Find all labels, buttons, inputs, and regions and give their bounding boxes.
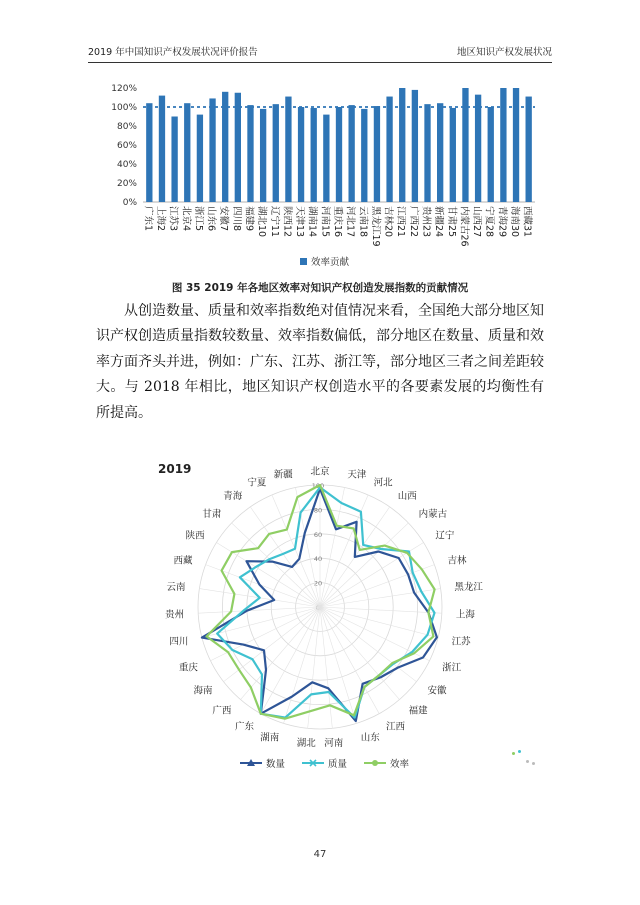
bar xyxy=(235,93,241,202)
bar xyxy=(526,97,532,202)
radar-category-label: 青海 xyxy=(223,490,243,502)
figure-caption: 图 35 2019 年各地区效率对知识产权创造发展指数的贡献情况 xyxy=(171,282,469,294)
radar-tick-label: 100 xyxy=(311,482,325,490)
page-header xyxy=(88,44,552,60)
x-tick-label: 内蒙古26 xyxy=(458,206,470,247)
legend-label: 效率贡献 xyxy=(311,257,350,268)
x-tick-label: 浙江5 xyxy=(192,206,204,232)
radar-spoke xyxy=(320,607,416,682)
bar xyxy=(488,107,494,202)
header-right: 地区知识产权发展状况 xyxy=(456,47,552,58)
y-tick-label: 80% xyxy=(116,122,137,132)
radar-tick-label: 40 xyxy=(313,555,323,564)
radar-category-label: 宁夏 xyxy=(247,477,267,489)
radar-category-label: 福建 xyxy=(408,705,428,717)
bar xyxy=(285,97,291,202)
y-tick-label: 20% xyxy=(116,179,137,189)
radar-category-label: 江苏 xyxy=(451,636,471,648)
bar xyxy=(209,98,215,202)
bar xyxy=(184,103,190,202)
radar-title: 2019 xyxy=(158,462,192,476)
bar xyxy=(513,88,519,202)
x-tick-label: 河南15 xyxy=(319,206,331,238)
radar-chart xyxy=(140,455,500,780)
radar-category-label: 广西 xyxy=(212,705,232,717)
radar-category-label: 浙江 xyxy=(442,662,462,674)
x-tick-label: 云南18 xyxy=(357,206,369,238)
y-tick-label: 40% xyxy=(116,160,137,170)
page-number: 47 xyxy=(313,849,327,860)
radar-category-label: 山东 xyxy=(360,732,380,744)
bar xyxy=(260,109,266,202)
x-tick-label: 湖北10 xyxy=(256,206,268,238)
radar-category-label: 四川 xyxy=(169,636,189,648)
x-tick-label: 江西21 xyxy=(395,206,407,238)
radar-category-label: 陕西 xyxy=(185,530,205,542)
x-tick-label: 山东6 xyxy=(205,206,217,232)
radar-category-label: 内蒙古 xyxy=(418,508,448,520)
radar-category-label: 安徽 xyxy=(427,685,447,697)
body-paragraph xyxy=(96,299,544,426)
x-tick-label: 四川8 xyxy=(230,206,242,232)
radar-tick-label: 80 xyxy=(313,506,323,515)
x-tick-label: 湖南14 xyxy=(306,206,318,238)
radar-spoke xyxy=(320,607,442,613)
x-tick-label: 广西22 xyxy=(407,206,419,238)
radar-series-line xyxy=(207,485,435,719)
radar-spoke xyxy=(232,523,323,607)
x-tick-label: 海南30 xyxy=(509,206,521,238)
radar-tick-label: 20 xyxy=(313,579,323,588)
bar xyxy=(146,103,152,202)
header-rule xyxy=(88,62,552,63)
legend-label: 效率 xyxy=(390,759,410,770)
bar xyxy=(222,92,228,202)
radar-category-label: 湖南 xyxy=(260,732,280,744)
x-tick-label: 陕西12 xyxy=(281,206,293,238)
radar-series-line xyxy=(217,487,434,717)
bar xyxy=(336,107,342,202)
radar-category-label: 云南 xyxy=(166,581,186,593)
y-tick-label: 120% xyxy=(111,84,137,94)
bar xyxy=(323,115,329,202)
radar-category-label: 河南 xyxy=(324,737,344,749)
x-tick-label: 辽宁11 xyxy=(268,206,280,238)
radar-category-label: 辽宁 xyxy=(435,530,455,542)
bar xyxy=(197,115,203,202)
radar-category-label: 贵州 xyxy=(165,609,185,621)
bar xyxy=(311,108,317,202)
x-tick-label: 西藏31 xyxy=(521,206,533,238)
x-tick-label: 福建9 xyxy=(243,206,255,232)
radar-tick-label: 60 xyxy=(313,530,323,539)
legend-label: 数量 xyxy=(266,759,286,770)
radar-category-label: 江西 xyxy=(386,721,406,733)
bar xyxy=(361,109,367,202)
radar-spoke xyxy=(283,607,320,723)
x-tick-label: 青海29 xyxy=(496,206,508,238)
bar xyxy=(159,96,165,202)
efficiency-bar-chart xyxy=(95,82,545,277)
y-tick-label: 100% xyxy=(111,103,137,113)
bar xyxy=(462,88,468,202)
bar xyxy=(298,107,304,202)
bar xyxy=(171,117,177,203)
x-tick-label: 江苏3 xyxy=(167,206,179,232)
bar xyxy=(475,95,481,202)
y-tick-label: 60% xyxy=(116,141,137,151)
x-tick-label: 宁夏28 xyxy=(483,206,495,238)
bar xyxy=(273,104,279,202)
x-tick-label: 甘肃25 xyxy=(445,206,457,238)
decorative-dots xyxy=(512,748,538,768)
radar-spoke xyxy=(320,607,332,728)
bar xyxy=(399,88,405,202)
bar xyxy=(374,106,380,202)
y-tick-label: 0% xyxy=(122,198,137,208)
radar-category-label: 北京 xyxy=(310,466,330,478)
radar-spoke xyxy=(320,607,438,638)
bar xyxy=(386,97,392,202)
x-tick-label: 山西27 xyxy=(471,206,483,238)
bar xyxy=(424,104,430,202)
radar-category-label: 甘肃 xyxy=(202,508,222,520)
bar xyxy=(500,88,506,202)
radar-category-label: 黑龙江 xyxy=(454,581,483,593)
radar-category-label: 广东 xyxy=(234,721,254,733)
radar-category-label: 西藏 xyxy=(173,555,193,567)
radar-category-label: 重庆 xyxy=(178,662,198,674)
x-tick-label: 天津13 xyxy=(294,206,306,238)
radar-category-label: 河北 xyxy=(373,477,393,489)
bar xyxy=(348,105,354,202)
radar-category-label: 山西 xyxy=(397,490,417,502)
x-tick-label: 黑龙江19 xyxy=(369,206,381,247)
radar-spoke xyxy=(198,607,320,613)
legend-marker xyxy=(372,760,378,766)
x-tick-label: 贵州23 xyxy=(420,206,432,238)
radar-category-label: 天津 xyxy=(347,469,367,481)
header-left: 2019 年中国知识产权发展状况评价报告 xyxy=(88,47,258,58)
legend-label: 质量 xyxy=(328,759,348,770)
x-tick-label: 北京4 xyxy=(180,206,192,232)
radar-category-label: 新疆 xyxy=(273,469,293,481)
x-tick-label: 河北17 xyxy=(344,206,356,238)
radar-category-label: 海南 xyxy=(193,685,213,697)
bar xyxy=(247,105,253,202)
bar xyxy=(437,103,443,202)
radar-category-label: 上海 xyxy=(455,609,475,621)
radar-spoke xyxy=(320,607,399,700)
x-tick-label: 新疆24 xyxy=(433,206,445,238)
legend-swatch xyxy=(300,258,307,265)
bar xyxy=(450,108,456,202)
radar-category-label: 湖北 xyxy=(296,737,316,749)
paragraph-text: 从创造数量、质量和效率指数绝对值情况来看，全国绝大部分地区知识产权创造质量指数较数量、效率指数偏低，部分地区在数量、质量和效率方面齐头并进，例如：广东、江苏、浙江等，部分地区三者之间差距较大。与 2018 年相比，地区知识产权创造水平的各要素发展的均衡性有所提高。 xyxy=(96,303,544,421)
x-tick-label: 重庆16 xyxy=(332,206,343,238)
x-tick-label: 安徽7 xyxy=(218,206,230,232)
radar-category-label: 吉林 xyxy=(447,555,467,567)
x-tick-label: 广东1 xyxy=(142,206,154,232)
x-tick-label: 吉林20 xyxy=(382,206,394,238)
x-tick-label: 上海2 xyxy=(154,206,166,232)
radar-spoke xyxy=(320,523,408,607)
